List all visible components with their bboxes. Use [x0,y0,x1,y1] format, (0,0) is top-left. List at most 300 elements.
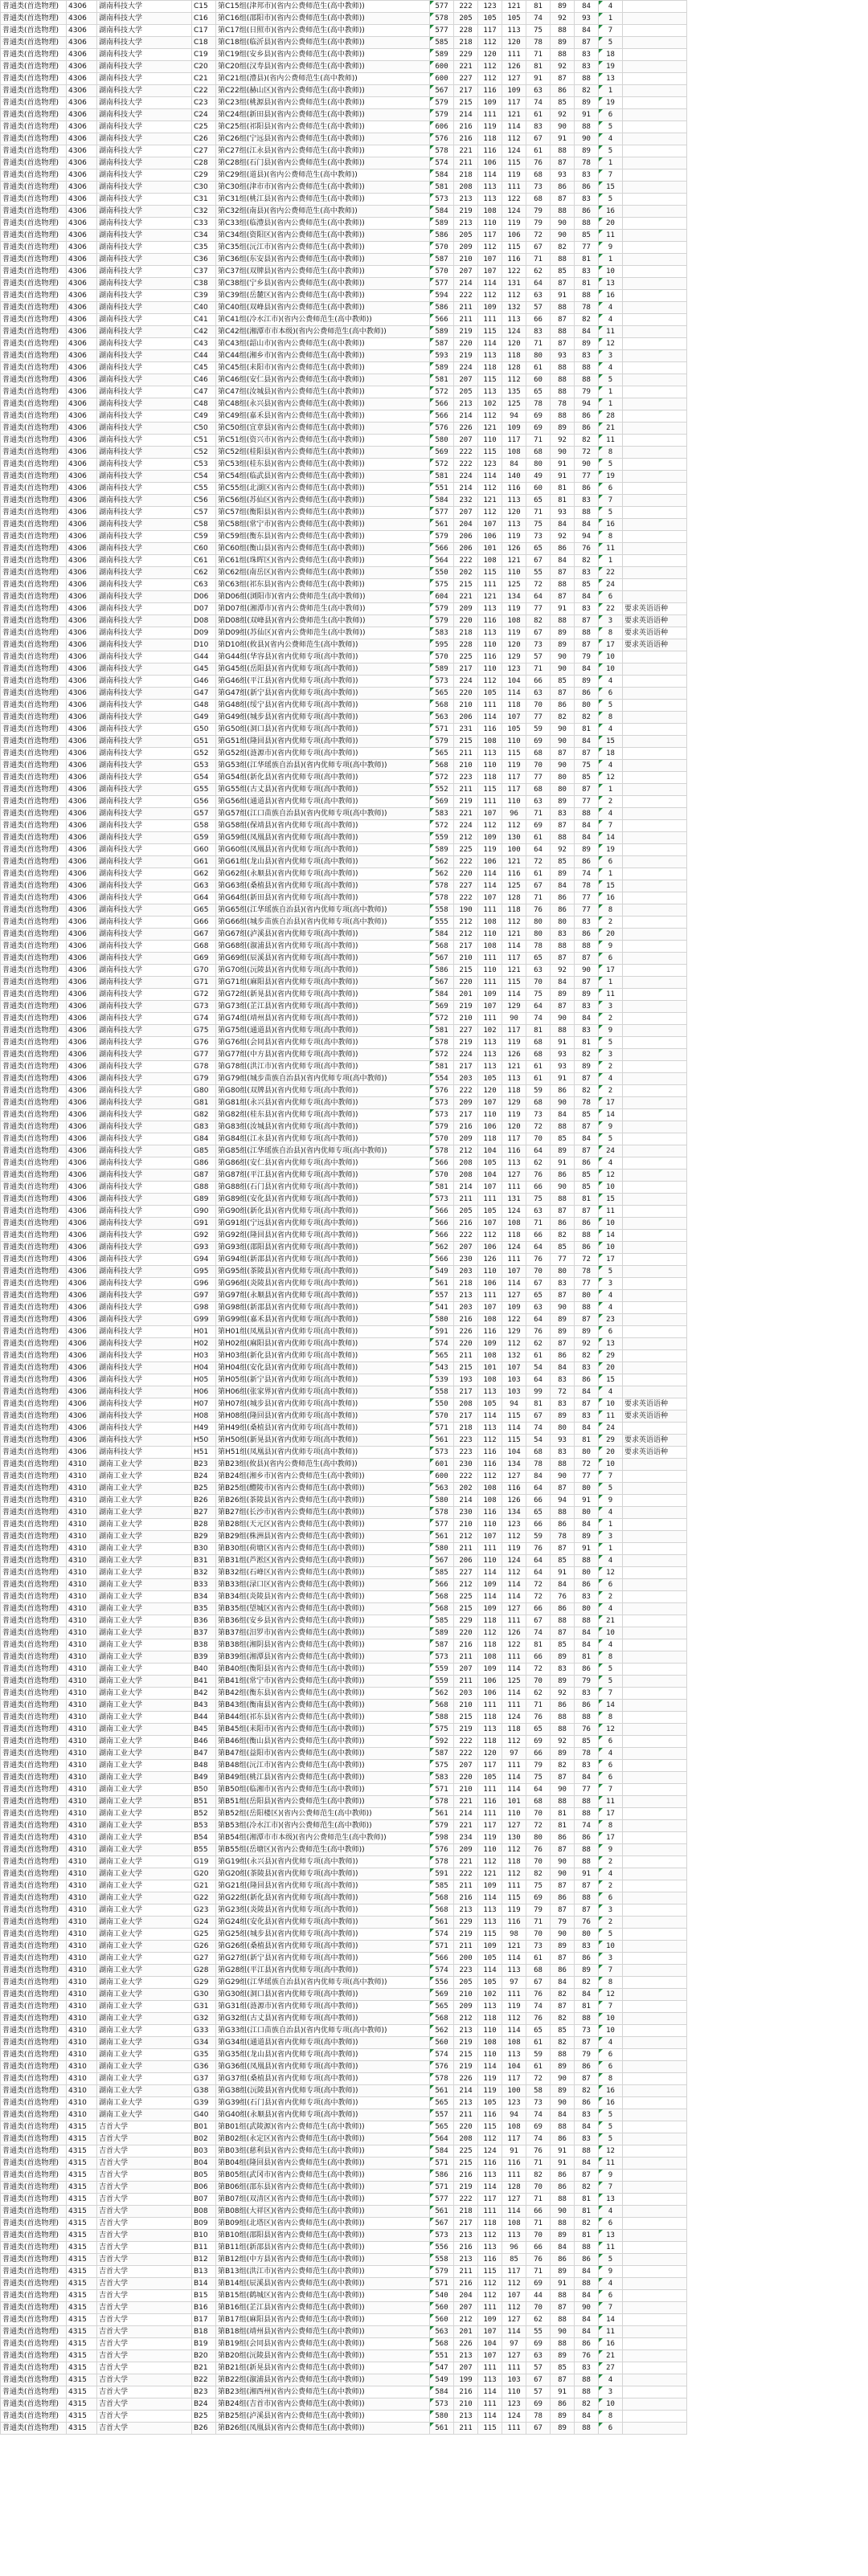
cell-note[interactable] [623,1302,687,1314]
cell-school-code[interactable]: 4306 [67,567,97,579]
cell-score-7[interactable]: 87 [575,1145,599,1157]
cell-score-6[interactable]: 78 [551,1531,575,1543]
cell-school-name[interactable]: 湖南科技大学 [97,338,192,350]
cell-school-name[interactable]: 湖南科技大学 [97,1374,192,1386]
cell-plan-count[interactable]: 10 [599,266,623,278]
cell-group-code[interactable]: C42 [192,326,216,338]
cell-score-5[interactable]: 62 [526,1157,551,1170]
cell-score-4[interactable]: 125 [502,398,526,410]
cell-group-name[interactable]: 第C28组(石门县)(省内公费师范生(高中教师)) [216,157,430,169]
cell-plan-count[interactable]: 18 [599,748,623,760]
cell-group-code[interactable]: G71 [192,977,216,989]
cell-score-4[interactable]: 113 [502,2230,526,2242]
cell-note[interactable] [623,724,687,736]
cell-plan-count[interactable]: 10 [599,1242,623,1254]
cell-score-7[interactable]: 82 [575,2398,599,2411]
cell-score-3[interactable]: 102 [478,1989,502,2001]
cell-score-7[interactable]: 88 [575,1302,599,1314]
cell-score-2[interactable]: 232 [454,495,478,507]
cell-category[interactable]: 普通类(首选物理) [1,688,67,700]
cell-note[interactable] [623,1820,687,1832]
cell-note[interactable] [623,676,687,688]
cell-note[interactable] [623,145,687,157]
cell-score-3[interactable]: 108 [478,2037,502,2049]
cell-score-7[interactable]: 89 [575,1061,599,1073]
cell-note[interactable] [623,688,687,700]
cell-min-score[interactable]: 561 [430,1531,454,1543]
cell-score-3[interactable]: 102 [478,1025,502,1037]
cell-school-name[interactable]: 湖南科技大学 [97,736,192,748]
cell-score-5[interactable]: 72 [526,1579,551,1591]
cell-score-5[interactable]: 70 [526,700,551,712]
cell-score-2[interactable]: 200 [454,1953,478,1965]
cell-score-6[interactable]: 89 [551,1676,575,1688]
cell-school-code[interactable]: 4306 [67,736,97,748]
cell-category[interactable]: 普通类(首选物理) [1,49,67,61]
cell-school-code[interactable]: 4315 [67,2411,97,2423]
cell-school-name[interactable]: 湖南科技大学 [97,242,192,254]
cell-min-score[interactable]: 556 [430,2242,454,2254]
cell-school-name[interactable]: 吉首大学 [97,2133,192,2145]
cell-score-2[interactable]: 216 [454,2242,478,2254]
cell-category[interactable]: 普通类(首选物理) [1,760,67,772]
cell-score-7[interactable]: 80 [575,1290,599,1302]
cell-plan-count[interactable]: 6 [599,953,623,965]
cell-group-name[interactable]: 第C36组(东安县)(省内公费师范生(高中教师)) [216,254,430,266]
cell-score-6[interactable]: 88 [551,254,575,266]
cell-score-2[interactable]: 219 [454,2182,478,2194]
cell-score-7[interactable]: 88 [575,2374,599,2386]
cell-score-5[interactable]: 70 [526,2230,551,2242]
cell-min-score[interactable]: 561 [430,2423,454,2435]
cell-category[interactable]: 普通类(首选物理) [1,97,67,109]
cell-group-code[interactable]: G55 [192,784,216,796]
cell-score-2[interactable]: 222 [454,856,478,868]
cell-school-code[interactable]: 4315 [67,2121,97,2133]
cell-min-score[interactable]: 562 [430,1242,454,1254]
cell-school-name[interactable]: 湖南工业大学 [97,1868,192,1880]
cell-school-name[interactable]: 吉首大学 [97,2350,192,2362]
cell-score-3[interactable]: 119 [478,2073,502,2085]
cell-score-7[interactable]: 88 [575,2423,599,2435]
cell-plan-count[interactable]: 2 [599,1013,623,1025]
cell-group-code[interactable]: G27 [192,1953,216,1965]
cell-score-3[interactable]: 114 [478,169,502,182]
cell-score-4[interactable]: 117 [502,1025,526,1037]
cell-score-6[interactable]: 85 [551,1242,575,1254]
cell-score-2[interactable]: 220 [454,868,478,880]
cell-score-6[interactable]: 87 [551,1627,575,1639]
cell-score-7[interactable]: 92 [575,1338,599,1350]
cell-score-4[interactable]: 112 [502,2013,526,2025]
cell-group-name[interactable]: 第C23组(桃源县)(省内公费师范生(高中教师)) [216,97,430,109]
cell-plan-count[interactable]: 6 [599,856,623,868]
cell-group-code[interactable]: G35 [192,2049,216,2061]
cell-group-code[interactable]: B30 [192,1543,216,1555]
cell-score-6[interactable]: 87 [551,1338,575,1350]
cell-score-2[interactable]: 202 [454,567,478,579]
cell-category[interactable]: 普通类(首选物理) [1,73,67,85]
cell-score-2[interactable]: 223 [454,1435,478,1447]
cell-plan-count[interactable]: 20 [599,1447,623,1459]
cell-score-7[interactable]: 83 [575,1410,599,1423]
cell-school-name[interactable]: 湖南科技大学 [97,218,192,230]
cell-score-5[interactable]: 76 [526,2013,551,2025]
cell-score-6[interactable]: 91 [551,603,575,615]
cell-school-name[interactable]: 湖南科技大学 [97,37,192,49]
cell-group-name[interactable]: 第B27组(长沙市)(省内公费师范生(高中教师)) [216,1507,430,1519]
cell-plan-count[interactable]: 2 [599,1085,623,1097]
cell-min-score[interactable]: 577 [430,1,454,13]
cell-category[interactable]: 普通类(首选物理) [1,1290,67,1302]
cell-plan-count[interactable]: 5 [599,1676,623,1688]
cell-note[interactable] [623,1977,687,1989]
cell-score-6[interactable]: 86 [551,2398,575,2411]
cell-score-6[interactable]: 92 [551,1688,575,1700]
cell-min-score[interactable]: 583 [430,808,454,820]
cell-score-6[interactable]: 88 [551,25,575,37]
cell-min-score[interactable]: 576 [430,1085,454,1097]
cell-school-name[interactable]: 湖南科技大学 [97,194,192,206]
cell-score-7[interactable]: 90 [575,965,599,977]
cell-score-6[interactable]: 86 [551,1170,575,1182]
cell-plan-count[interactable]: 5 [599,1664,623,1676]
cell-group-code[interactable]: C47 [192,386,216,398]
cell-min-score[interactable]: 565 [430,1350,454,1362]
cell-plan-count[interactable]: 7 [599,2182,623,2194]
cell-group-name[interactable]: 第C49组(嘉禾县)(省内公费师范生(高中教师)) [216,410,430,423]
cell-school-code[interactable]: 4306 [67,543,97,555]
cell-group-code[interactable]: C50 [192,423,216,435]
cell-min-score[interactable]: 606 [430,121,454,133]
cell-score-3[interactable]: 108 [478,736,502,748]
cell-group-code[interactable]: G23 [192,1904,216,1917]
cell-score-7[interactable]: 84 [575,1989,599,2001]
cell-school-name[interactable]: 湖南科技大学 [97,230,192,242]
cell-score-4[interactable]: 114 [502,121,526,133]
cell-note[interactable] [623,953,687,965]
cell-group-code[interactable]: B17 [192,2314,216,2326]
cell-score-7[interactable]: 87 [575,784,599,796]
cell-score-6[interactable]: 89 [551,1145,575,1157]
cell-note[interactable] [623,1567,687,1579]
cell-score-6[interactable]: 87 [551,194,575,206]
cell-plan-count[interactable]: 16 [599,206,623,218]
cell-score-5[interactable]: 69 [526,423,551,435]
cell-school-code[interactable]: 4306 [67,1314,97,1326]
cell-score-4[interactable]: 124 [502,326,526,338]
cell-score-7[interactable]: 86 [575,929,599,941]
cell-score-3[interactable]: 107 [478,808,502,820]
cell-category[interactable]: 普通类(首选物理) [1,1398,67,1410]
cell-category[interactable]: 普通类(首选物理) [1,278,67,290]
cell-min-score[interactable]: 591 [430,1326,454,1338]
cell-group-name[interactable]: 第G82组(桂东县)(省内优师专项(高中教师)) [216,1109,430,1121]
cell-score-4[interactable]: 119 [502,531,526,543]
cell-score-2[interactable]: 222 [454,1736,478,1748]
cell-score-4[interactable]: 131 [502,1194,526,1206]
cell-group-code[interactable]: C43 [192,338,216,350]
cell-plan-count[interactable]: 1 [599,254,623,266]
cell-min-score[interactable]: 584 [430,989,454,1001]
cell-group-name[interactable]: 第G53组(江华瑶族自治县)(省内优师专项(高中教师)) [216,760,430,772]
cell-school-name[interactable]: 湖南科技大学 [97,663,192,676]
cell-group-code[interactable]: B07 [192,2194,216,2206]
cell-score-3[interactable]: 110 [478,2049,502,2061]
cell-score-4[interactable]: 108 [502,2121,526,2133]
cell-school-name[interactable]: 湖南科技大学 [97,1085,192,1097]
cell-category[interactable]: 普通类(首选物理) [1,2206,67,2218]
cell-category[interactable]: 普通类(首选物理) [1,772,67,784]
cell-min-score[interactable]: 554 [430,1073,454,1085]
cell-plan-count[interactable]: 2 [599,1856,623,1868]
cell-group-code[interactable]: B53 [192,1820,216,1832]
cell-score-5[interactable]: 64 [526,1242,551,1254]
cell-score-4[interactable]: 115 [502,1410,526,1423]
cell-score-5[interactable]: 67 [526,1410,551,1423]
cell-score-5[interactable]: 64 [526,1567,551,1579]
cell-score-6[interactable]: 91 [551,133,575,145]
cell-plan-count[interactable]: 8 [599,1977,623,1989]
cell-score-3[interactable]: 114 [478,2411,502,2423]
cell-category[interactable]: 普通类(首选物理) [1,784,67,796]
cell-plan-count[interactable]: 23 [599,1314,623,1326]
cell-group-code[interactable]: G32 [192,2013,216,2025]
cell-score-7[interactable]: 84 [575,832,599,844]
cell-score-7[interactable]: 72 [575,1254,599,1266]
cell-score-2[interactable]: 219 [454,1037,478,1049]
cell-score-5[interactable]: 67 [526,555,551,567]
cell-min-score[interactable]: 549 [430,2374,454,2386]
cell-score-4[interactable]: 109 [502,423,526,435]
cell-plan-count[interactable]: 4 [599,133,623,145]
cell-score-5[interactable]: 67 [526,242,551,254]
cell-note[interactable] [623,1,687,13]
cell-score-2[interactable]: 217 [454,1109,478,1121]
cell-score-2[interactable]: 226 [454,423,478,435]
cell-school-name[interactable]: 湖南工业大学 [97,1495,192,1507]
cell-group-code[interactable]: G88 [192,1182,216,1194]
cell-score-7[interactable]: 87 [575,37,599,49]
cell-school-name[interactable]: 湖南科技大学 [97,350,192,362]
cell-plan-count[interactable]: 6 [599,1892,623,1904]
cell-school-code[interactable]: 4306 [67,423,97,435]
cell-score-2[interactable]: 211 [454,2266,478,2278]
cell-min-score[interactable]: 571 [430,2158,454,2170]
cell-min-score[interactable]: 583 [430,627,454,639]
cell-school-code[interactable]: 4310 [67,1712,97,1724]
cell-score-6[interactable]: 81 [551,483,575,495]
cell-score-6[interactable]: 90 [551,230,575,242]
cell-note[interactable] [623,700,687,712]
cell-score-2[interactable]: 227 [454,1567,478,1579]
cell-category[interactable]: 普通类(首选物理) [1,712,67,724]
cell-score-5[interactable]: 57 [526,2362,551,2374]
cell-group-code[interactable]: G37 [192,2073,216,2085]
cell-score-7[interactable]: 82 [575,435,599,447]
cell-score-5[interactable]: 75 [526,25,551,37]
cell-school-code[interactable]: 4310 [67,1531,97,1543]
cell-score-4[interactable]: 120 [502,1121,526,1133]
cell-score-2[interactable]: 218 [454,1423,478,1435]
cell-category[interactable]: 普通类(首选物理) [1,1700,67,1712]
cell-score-2[interactable]: 207 [454,2302,478,2314]
cell-school-name[interactable]: 湖南工业大学 [97,1627,192,1639]
cell-school-code[interactable]: 4310 [67,1965,97,1977]
cell-min-score[interactable]: 563 [430,1483,454,1495]
cell-score-2[interactable]: 206 [454,531,478,543]
cell-min-score[interactable]: 589 [430,49,454,61]
cell-score-4[interactable]: 116 [502,1145,526,1157]
cell-score-2[interactable]: 220 [454,338,478,350]
cell-score-5[interactable]: 68 [526,748,551,760]
cell-group-name[interactable]: 第G59组(凤凰县)(省内优师专项(高中教师)) [216,832,430,844]
cell-min-score[interactable]: 549 [430,1266,454,1278]
cell-score-2[interactable]: 208 [454,1398,478,1410]
cell-school-code[interactable]: 4315 [67,2254,97,2266]
cell-group-name[interactable]: 第B32组(石峰区)(省内公费师范生(高中教师)) [216,1567,430,1579]
cell-category[interactable]: 普通类(首选物理) [1,109,67,121]
cell-score-7[interactable]: 86 [575,2097,599,2109]
cell-group-name[interactable]: 第D10组(攸县)(省内公费师范生(高中教师)) [216,639,430,651]
cell-score-2[interactable]: 221 [454,1820,478,1832]
cell-school-code[interactable]: 4306 [67,218,97,230]
cell-note[interactable] [623,314,687,326]
cell-score-7[interactable]: 88 [575,1808,599,1820]
cell-school-code[interactable]: 4306 [67,1435,97,1447]
cell-school-name[interactable]: 湖南工业大学 [97,2025,192,2037]
cell-score-5[interactable]: 71 [526,507,551,519]
cell-note[interactable] [623,2302,687,2314]
cell-min-score[interactable]: 578 [430,892,454,904]
cell-plan-count[interactable]: 10 [599,651,623,663]
cell-score-3[interactable]: 112 [478,410,502,423]
cell-group-code[interactable]: B01 [192,2121,216,2133]
cell-score-4[interactable]: 113 [502,1157,526,1170]
cell-group-name[interactable]: 第G36组(凤凰县)(省内优师专项(高中教师)) [216,2061,430,2073]
cell-category[interactable]: 普通类(首选物理) [1,1676,67,1688]
cell-note[interactable] [623,748,687,760]
cell-group-code[interactable]: C21 [192,73,216,85]
cell-score-5[interactable]: 78 [526,398,551,410]
cell-score-5[interactable]: 70 [526,977,551,989]
cell-score-5[interactable]: 76 [526,1844,551,1856]
cell-group-code[interactable]: B35 [192,1603,216,1615]
cell-score-4[interactable]: 127 [502,1820,526,1832]
cell-school-name[interactable]: 湖南工业大学 [97,2013,192,2025]
cell-group-code[interactable]: G75 [192,1025,216,1037]
cell-min-score[interactable]: 551 [430,483,454,495]
cell-score-6[interactable]: 86 [551,904,575,917]
cell-school-code[interactable]: 4306 [67,1206,97,1218]
cell-note[interactable] [623,1917,687,1929]
cell-category[interactable]: 普通类(首选物理) [1,663,67,676]
cell-score-3[interactable]: 105 [478,2097,502,2109]
cell-score-2[interactable]: 216 [454,1121,478,1133]
cell-plan-count[interactable]: 5 [599,1483,623,1495]
cell-score-5[interactable]: 67 [526,1278,551,1290]
cell-group-name[interactable]: 第B10组(邵阳县)(省内公费师范生(高中教师)) [216,2230,430,2242]
cell-score-5[interactable]: 66 [526,1651,551,1664]
cell-school-name[interactable]: 吉首大学 [97,2242,192,2254]
cell-score-6[interactable]: 89 [551,2423,575,2435]
cell-score-5[interactable]: 59 [526,2049,551,2061]
cell-score-4[interactable]: 104 [502,1447,526,1459]
cell-school-name[interactable]: 湖南工业大学 [97,1507,192,1519]
cell-score-7[interactable]: 83 [575,495,599,507]
cell-score-6[interactable]: 86 [551,700,575,712]
cell-score-6[interactable]: 72 [551,1386,575,1398]
cell-score-7[interactable]: 81 [575,1194,599,1206]
cell-score-2[interactable]: 212 [454,2013,478,2025]
cell-score-5[interactable]: 75 [526,1772,551,1784]
cell-score-3[interactable]: 107 [478,519,502,531]
cell-score-6[interactable]: 91 [551,2278,575,2290]
cell-score-3[interactable]: 114 [478,712,502,724]
cell-note[interactable] [623,242,687,254]
cell-school-name[interactable]: 吉首大学 [97,2278,192,2290]
cell-group-name[interactable]: 第B36组(安乡县)(省内公费师范生(高中教师)) [216,1615,430,1627]
cell-plan-count[interactable]: 19 [599,844,623,856]
cell-school-name[interactable]: 湖南工业大学 [97,1904,192,1917]
cell-category[interactable]: 普通类(首选物理) [1,844,67,856]
cell-category[interactable]: 普通类(首选物理) [1,1037,67,1049]
cell-score-4[interactable]: 130 [502,1832,526,1844]
cell-group-code[interactable]: C52 [192,447,216,459]
cell-score-2[interactable]: 222 [454,1085,478,1097]
cell-score-4[interactable]: 113 [502,1073,526,1085]
cell-score-5[interactable]: 67 [526,2423,551,2435]
cell-group-name[interactable]: 第D06组(浏阳市)(省内公费师范生(高中教师)) [216,591,430,603]
cell-score-3[interactable]: 116 [478,615,502,627]
cell-group-name[interactable]: 第D07组(湘潭市)(省内公费师范生(高中教师)) [216,603,430,615]
cell-school-name[interactable]: 吉首大学 [97,2411,192,2423]
cell-score-3[interactable]: 107 [478,266,502,278]
cell-plan-count[interactable]: 22 [599,567,623,579]
cell-group-code[interactable]: G73 [192,1001,216,1013]
cell-category[interactable]: 普通类(首选物理) [1,1796,67,1808]
cell-score-2[interactable]: 219 [454,1724,478,1736]
cell-group-code[interactable]: D08 [192,615,216,627]
cell-score-7[interactable]: 85 [575,1736,599,1748]
cell-school-name[interactable]: 湖南科技大学 [97,386,192,398]
cell-group-name[interactable]: 第C16组(邵阳市)(省内公费师范生(高中教师)) [216,13,430,25]
cell-score-5[interactable]: 71 [526,435,551,447]
cell-group-name[interactable]: 第G78组(洪江市)(省内优师专项(高中教师)) [216,1061,430,1073]
cell-group-code[interactable]: G28 [192,1965,216,1977]
cell-plan-count[interactable]: 2 [599,1061,623,1073]
cell-school-name[interactable]: 湖南工业大学 [97,1784,192,1796]
cell-plan-count[interactable]: 4 [599,1302,623,1314]
cell-score-2[interactable]: 212 [454,917,478,929]
cell-score-3[interactable]: 116 [478,1326,502,1338]
cell-plan-count[interactable]: 11 [599,2326,623,2338]
cell-score-2[interactable]: 211 [454,748,478,760]
cell-note[interactable] [623,772,687,784]
cell-score-2[interactable]: 208 [454,1157,478,1170]
cell-group-code[interactable]: C24 [192,109,216,121]
cell-score-4[interactable]: 106 [502,230,526,242]
cell-plan-count[interactable]: 5 [599,1037,623,1049]
cell-score-6[interactable]: 83 [551,1278,575,1290]
cell-score-2[interactable]: 222 [454,290,478,302]
cell-score-7[interactable]: 86 [575,1832,599,1844]
cell-group-name[interactable]: 第G23组(炎陵县)(省内优师专项(高中教师)) [216,1904,430,1917]
cell-score-6[interactable]: 84 [551,880,575,892]
cell-score-5[interactable]: 72 [526,230,551,242]
cell-note[interactable] [623,2109,687,2121]
cell-score-6[interactable]: 88 [551,302,575,314]
